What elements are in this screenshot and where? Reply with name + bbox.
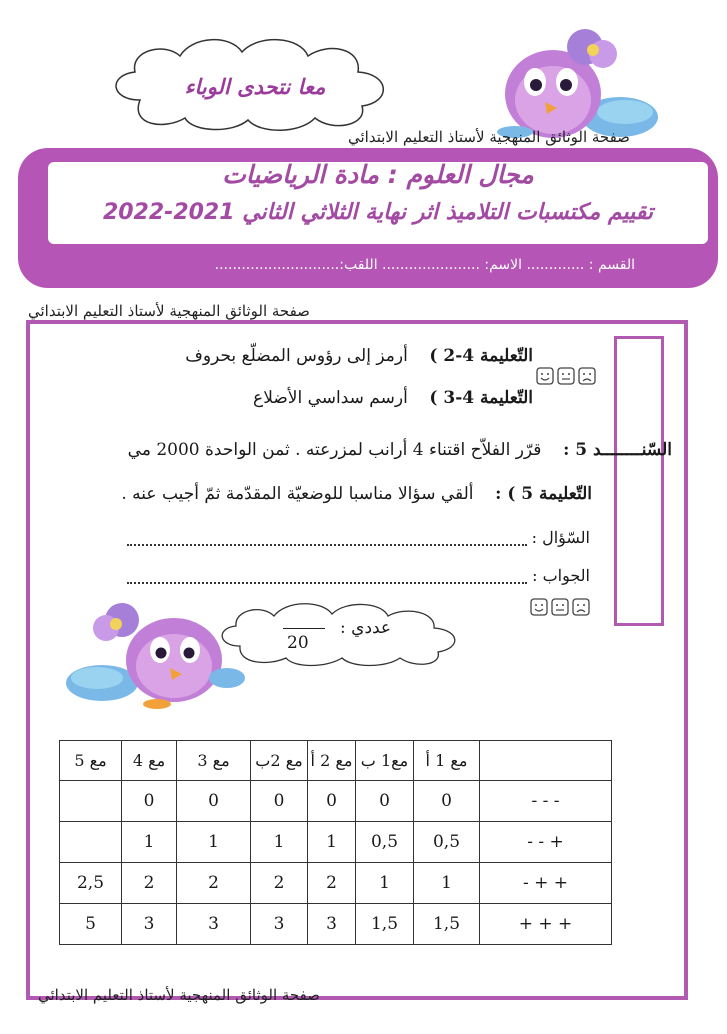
table-header-cell: مع1 ب bbox=[356, 741, 414, 781]
neutral-face-icon bbox=[557, 367, 575, 385]
table-cell: 1 bbox=[308, 822, 356, 863]
question-label: السّؤال : bbox=[531, 528, 590, 547]
answer-line bbox=[127, 566, 590, 585]
sad-face-icon bbox=[572, 598, 590, 616]
student-info-line: القسم : ............. الاسم: ...................... اللقب:............................ bbox=[214, 257, 635, 273]
support-5 bbox=[128, 440, 672, 460]
neutral-face-icon bbox=[551, 598, 569, 616]
table-cell: 1 bbox=[356, 863, 414, 904]
instruction-4-3-text: أرسم سداسي الأضلاع bbox=[253, 388, 408, 408]
question-answer-field[interactable] bbox=[127, 532, 527, 546]
table-cell: 2 bbox=[251, 863, 308, 904]
score-denominator: 20 bbox=[287, 633, 309, 653]
table-header-cell: مع 2 أ bbox=[308, 741, 356, 781]
table-cell: 0,5 bbox=[414, 822, 480, 863]
instruction-4-3 bbox=[253, 388, 533, 408]
table-cell: 3 bbox=[122, 904, 177, 945]
table-header-cell bbox=[480, 741, 612, 781]
page-subtitle: تقييم مكتسبات التلاميذ اثر نهاية الثلاثي الثاني 2021-2022 bbox=[102, 200, 654, 225]
table-cell: 3 bbox=[308, 904, 356, 945]
table-cell: 1 bbox=[177, 822, 251, 863]
evaluation-smileys bbox=[530, 598, 590, 616]
happy-face-icon bbox=[536, 367, 554, 385]
instruction-5-label: التّعليمة 5 ) : bbox=[495, 484, 592, 504]
answer-label: الجواب : bbox=[532, 566, 590, 585]
watermark: صفحة الوثائق المنهجية لأستاذ التعليم الابتدائي bbox=[38, 986, 320, 1004]
table-cell: 1 bbox=[251, 822, 308, 863]
table-cell: 0 bbox=[122, 781, 177, 822]
table-cell: 2,5 bbox=[60, 863, 122, 904]
answer-field[interactable] bbox=[127, 570, 527, 584]
table-cell: 0,5 bbox=[356, 822, 414, 863]
table-cell bbox=[60, 822, 122, 863]
support-5-text: قرّر الفلاّح اقتناء 4 أرانب لمزرعته . ثمن الواحدة 2000 مي bbox=[127, 440, 542, 460]
table-cell: 2 bbox=[122, 863, 177, 904]
happy-face-icon bbox=[530, 598, 548, 616]
support-5-label: السّنــــــــد 5 : bbox=[563, 440, 672, 460]
table-cell: 0 bbox=[177, 781, 251, 822]
table-row bbox=[60, 781, 612, 822]
table-cell: 0 bbox=[251, 781, 308, 822]
watermark: صفحة الوثائق المنهجية لأستاذ التعليم الابتدائي bbox=[28, 302, 310, 320]
score-column-frame bbox=[614, 336, 664, 626]
sad-face-icon bbox=[578, 367, 596, 385]
table-cell: - - - bbox=[480, 781, 612, 822]
table-cell: 2 bbox=[308, 863, 356, 904]
table-cell: + + + bbox=[480, 904, 612, 945]
table-cell: 3 bbox=[251, 904, 308, 945]
table-header-cell: مع 5 bbox=[60, 741, 122, 781]
table-cell: 1,5 bbox=[356, 904, 414, 945]
table-header-row bbox=[60, 741, 612, 781]
instruction-4-2-text: أرمز إلى رؤوس المضلّع بحروف bbox=[185, 346, 408, 366]
score-fraction-line bbox=[283, 628, 325, 629]
table-cell: 1 bbox=[414, 863, 480, 904]
table-cell: 5 bbox=[60, 904, 122, 945]
instruction-5-text: ألقي سؤالا مناسبا للوضعيّة المقدّمة ثمّ أجيب عنه . bbox=[121, 484, 474, 504]
page-title: مجال العلوم : مادة الرياضيات bbox=[222, 160, 534, 189]
table-cell: 3 bbox=[177, 904, 251, 945]
table-header-cell: مع 4 bbox=[122, 741, 177, 781]
score-label: عددي : bbox=[340, 618, 392, 638]
instruction-4-2-label: التّعليمة 4-2 ) bbox=[429, 346, 533, 366]
table-cell: 0 bbox=[414, 781, 480, 822]
table-row bbox=[60, 863, 612, 904]
watermark: صفحة الوثائق المنهجية لأستاذ التعليم الابتدائي bbox=[348, 128, 630, 146]
instruction-5 bbox=[121, 484, 592, 504]
table-cell: 1 bbox=[122, 822, 177, 863]
evaluation-smileys bbox=[536, 367, 596, 385]
table-row bbox=[60, 822, 612, 863]
table-cell: + - - bbox=[480, 822, 612, 863]
instruction-4-2 bbox=[185, 346, 533, 366]
question-line bbox=[127, 528, 591, 547]
table-cell: + + - bbox=[480, 863, 612, 904]
table-header-cell: مع 2ب bbox=[251, 741, 308, 781]
slogan: معا نتحدى الوباء bbox=[184, 75, 326, 99]
table-cell bbox=[60, 781, 122, 822]
grading-table bbox=[59, 740, 612, 945]
table-row bbox=[60, 904, 612, 945]
table-header-cell: مع 1 أ bbox=[414, 741, 480, 781]
table-cell: 0 bbox=[308, 781, 356, 822]
instruction-4-3-label: التّعليمة 4-3 ) bbox=[429, 388, 533, 408]
table-cell: 0 bbox=[356, 781, 414, 822]
table-header-cell: مع 3 bbox=[177, 741, 251, 781]
table-cell: 2 bbox=[177, 863, 251, 904]
bird-illustration bbox=[475, 22, 665, 144]
table-cell: 1,5 bbox=[414, 904, 480, 945]
